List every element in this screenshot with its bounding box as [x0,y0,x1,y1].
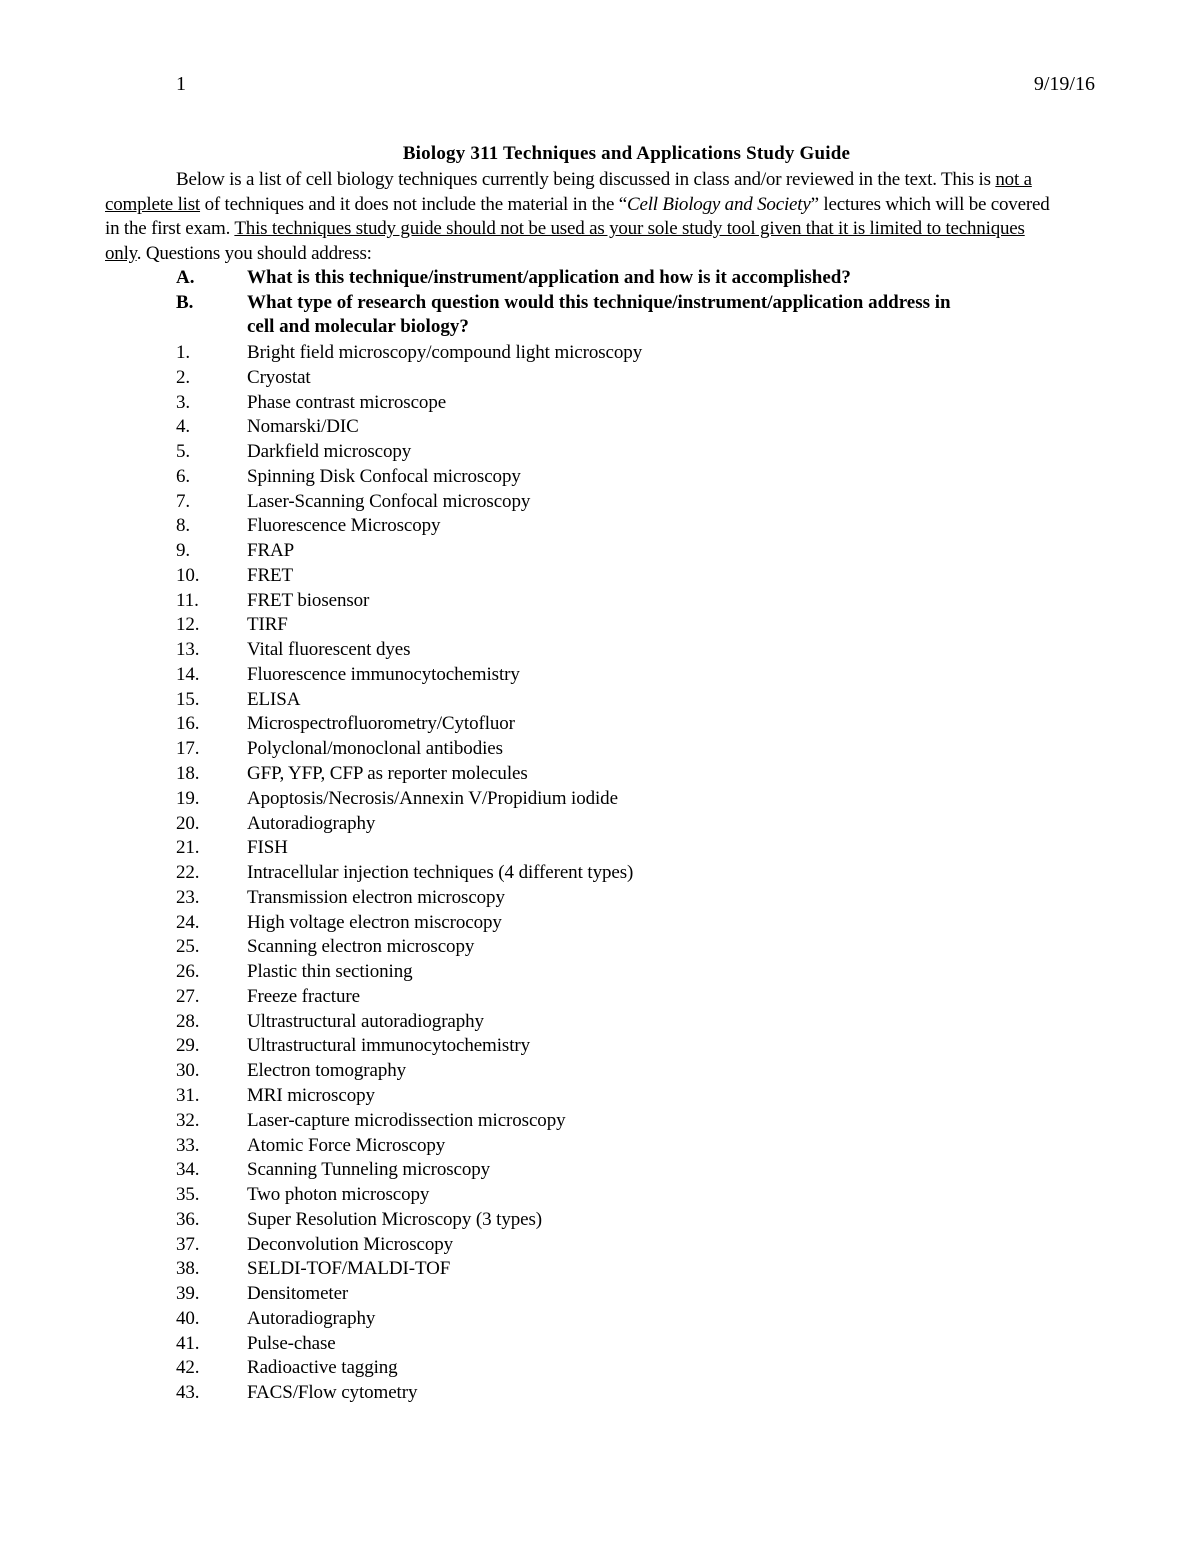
list-item-text: MRI microscopy [247,1084,375,1106]
list-item-number: 40. [176,1307,200,1329]
list-item-number: 13. [176,639,200,661]
list-item [176,1183,642,1208]
list-item-number: 23. [176,886,200,908]
list-item [176,1084,642,1109]
list-item-number: 30. [176,1060,200,1082]
list-item [176,415,642,440]
list-item [176,737,642,762]
list-item-number: 18. [176,763,200,785]
list-item [176,960,642,985]
list-item [176,787,642,812]
question-item [176,291,977,340]
list-item-number: 16. [176,713,200,735]
list-item-text: Deconvolution Microscopy [247,1233,454,1255]
list-item [176,589,642,614]
list-item-text: Super Resolution Microscopy (3 types) [247,1208,542,1230]
intro-text-3: ” lectures which will be covered in the first exam. [105,193,1050,240]
list-item-number: 24. [176,911,200,933]
list-item-text: FISH [247,837,288,859]
list-item [176,1307,642,1332]
list-item-number: 41. [176,1332,200,1354]
list-item [176,1158,642,1183]
list-item-text: Intracellular injection techniques (4 different types) [247,862,634,884]
page-date: 9/19/16 [1033,73,1095,95]
list-item-text: Vital fluorescent dyes [247,639,411,661]
intro-text-4: . Questions you should address: [136,242,372,264]
list-item [176,539,642,564]
intro-paragraph [105,168,1055,266]
list-item-text: Darkfield microscopy [247,441,412,463]
list-item-text: FRAP [247,540,295,562]
list-item [176,762,642,787]
list-item [176,1233,642,1258]
list-item-number: 33. [176,1134,200,1156]
list-item-text: FRET [247,564,294,586]
intro-text-1: Below is a list of cell biology techniques currently being discussed in class and/or reviewed in the text. This is [176,169,996,190]
list-item-number: 12. [176,614,200,636]
techniques-list [176,341,642,1406]
list-item-text: FACS/Flow cytometry [247,1382,418,1404]
list-item-text: TIRF [247,614,288,636]
intro-underline-2: This techniques study guide should not be used as your sole study tool given that it is limited to techniques only [105,218,1025,264]
list-item-number: 1. [176,342,191,363]
list-item [176,688,642,713]
list-item-number: 5. [176,441,191,463]
list-item [176,1010,642,1035]
list-item-number: 6. [176,465,191,487]
list-item [176,638,642,663]
list-item-number: 26. [176,961,200,983]
list-item-number: 10. [176,564,200,586]
list-item-text: Polyclonal/monoclonal antibodies [247,738,503,760]
list-item-number: 43. [176,1382,200,1404]
list-item-text: Microspectrofluorometry/Cytofluor [247,713,515,735]
question-item [176,266,977,291]
list-item-number: 39. [176,1283,200,1305]
list-item-number: 9. [176,540,191,562]
intro-underline-1: not a complete list [105,169,1032,215]
list-item [176,1381,642,1406]
page-number: 1 [176,73,186,95]
list-item [176,836,642,861]
list-item-text: Two photon microscopy [247,1184,430,1206]
list-item-number: 35. [176,1184,200,1206]
page-title: Biology 311 Techniques and Applications Study Guide [402,143,851,164]
list-item [176,1282,642,1307]
list-item [176,812,642,837]
list-item-number: 20. [176,812,200,834]
list-item-text: Autoradiography [247,812,376,834]
list-item [176,564,642,589]
list-item [176,1109,642,1134]
list-item [176,1034,642,1059]
list-item-text: Scanning Tunneling microscopy [247,1159,491,1181]
list-item-number: 29. [176,1035,200,1057]
list-item [176,1356,642,1381]
list-item [176,911,642,936]
list-item-text: Ultrastructural autoradiography [247,1010,484,1032]
list-item [176,613,642,638]
list-item [176,490,642,515]
list-item [176,1257,642,1282]
list-item-text: Scanning electron microscopy [247,936,475,958]
list-item-text: Fluorescence Microscopy [247,515,441,537]
list-item [176,366,642,391]
list-item-number: 4. [176,416,191,438]
list-item-text: SELDI-TOF/MALDI-TOF [247,1258,451,1280]
list-item-number: 19. [176,787,200,809]
list-item-number: 22. [176,862,200,884]
list-item-number: 14. [176,663,200,685]
list-item [176,1208,642,1233]
list-item [176,1134,642,1159]
list-item-number: 42. [176,1357,200,1379]
intro-italic-course: Cell Biology and Society [627,193,811,215]
list-item [176,514,642,539]
list-item-text: FRET biosensor [247,589,370,611]
list-item-text: Phase contrast microscope [247,391,447,413]
list-item [176,663,642,688]
list-item [176,440,642,465]
list-item-text: Ultrastructural immunocytochemistry [247,1035,531,1057]
question-list [176,266,977,340]
list-item [176,341,642,366]
list-item-number: 36. [176,1208,200,1230]
question-text: What type of research question would this technique/instrument/application address in cell and molecular biology? [247,291,951,338]
list-item-number: 34. [176,1159,200,1181]
list-item-text: Autoradiography [247,1307,376,1329]
list-item-text: Spinning Disk Confocal microscopy [247,465,521,487]
list-item-number: 15. [176,688,200,710]
list-item-number: 28. [176,1010,200,1032]
list-item-number: 38. [176,1258,200,1280]
list-item-text: Plastic thin sectioning [247,961,413,983]
question-label: A. [176,267,195,288]
list-item-text: Laser-Scanning Confocal microscopy [247,490,531,512]
list-item-text: Nomarski/DIC [247,416,359,438]
list-item [176,886,642,911]
intro-text-2: of techniques and it does not include the material in the “ [200,193,628,215]
list-item-text: Pulse-chase [247,1332,336,1354]
list-item-text: Freeze fracture [247,985,360,1007]
list-item-number: 2. [176,366,191,388]
list-item-number: 32. [176,1109,200,1131]
list-item-text: High voltage electron miscrocopy [247,911,502,933]
list-item-text: Transmission electron microscopy [247,886,505,908]
list-item-number: 17. [176,738,200,760]
list-item-text: Radioactive tagging [247,1357,398,1379]
list-item [176,985,642,1010]
list-item [176,861,642,886]
question-text: What is this technique/instrument/application and how is it accomplished? [247,267,851,288]
list-item [176,391,642,416]
list-item [176,712,642,737]
list-item-number: 8. [176,515,191,537]
list-item-text: ELISA [247,688,301,710]
list-item [176,1332,642,1357]
list-item-text: Densitometer [247,1283,349,1305]
list-item-text: Apoptosis/Necrosis/Annexin V/Propidium iodide [247,787,618,809]
list-item-text: Laser-capture microdissection microscopy [247,1109,566,1131]
list-item-text: Cryostat [247,366,311,388]
list-item-text: Fluorescence immunocytochemistry [247,663,520,685]
list-item-number: 21. [176,837,200,859]
list-item-number: 27. [176,985,200,1007]
list-item-text: Bright field microscopy/compound light microscopy [247,342,643,363]
list-item-number: 7. [176,490,191,512]
list-item [176,1059,642,1084]
list-item-number: 25. [176,936,200,958]
list-item-number: 3. [176,391,191,413]
list-item-text: GFP, YFP, CFP as reporter molecules [247,763,528,785]
list-item [176,465,642,490]
list-item-number: 11. [176,589,199,611]
list-item-number: 37. [176,1233,200,1255]
list-item-number: 31. [176,1084,200,1106]
list-item-text: Atomic Force Microscopy [247,1134,446,1156]
question-label: B. [176,291,194,313]
list-item-text: Electron tomography [247,1060,407,1082]
list-item [176,935,642,960]
